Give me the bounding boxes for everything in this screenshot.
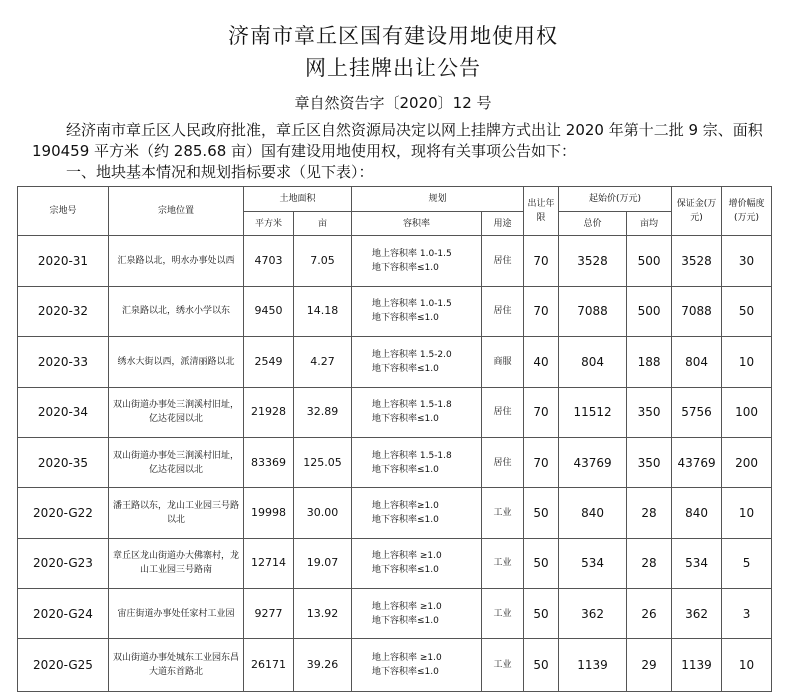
parcel-location: 章丘区龙山街道办大佛寨村，龙山工业园三号路南 (109, 538, 244, 588)
area-sqm: 26171 (244, 639, 294, 692)
table-row (18, 337, 772, 387)
parcel-location: 双山街道办事处城东工业园东昌大道东首路北 (109, 639, 244, 692)
area-sqm: 9450 (244, 286, 294, 336)
area-mu: 7.05 (294, 236, 352, 286)
parcel-location: 双山街道办事处三涧溪村旧址，亿达花园以北 (109, 437, 244, 487)
increment: 100 (722, 387, 772, 437)
parcel-location: 宙庄街道办事处任家村工业园 (109, 589, 244, 639)
term-years: 50 (524, 639, 559, 692)
area-sqm: 9277 (244, 589, 294, 639)
far-underground: 地下容积率≤1.0 (372, 363, 439, 374)
header-location: 宗地位置 (109, 187, 244, 236)
increment: 3 (722, 589, 772, 639)
deposit: 7088 (672, 286, 722, 336)
floor-area-ratio (352, 286, 482, 336)
price-per-mu: 29 (627, 639, 672, 692)
far-underground: 地下容积率≤1.0 (372, 565, 439, 576)
price-per-mu: 188 (627, 337, 672, 387)
land-use: 居住 (482, 387, 524, 437)
floor-area-ratio (352, 236, 482, 286)
parcel-id: 2020-G23 (18, 538, 109, 588)
far-above-ground: 地上容积率≥1.0 (372, 501, 439, 511)
parcel-id: 2020-32 (18, 286, 109, 336)
price-per-mu: 28 (627, 488, 672, 538)
table-row (18, 387, 772, 437)
far-underground: 地下容积率≤1.0 (372, 313, 439, 324)
area-sqm: 83369 (244, 437, 294, 487)
area-mu: 39.26 (294, 639, 352, 692)
total-price: 534 (559, 538, 627, 588)
floor-area-ratio (352, 639, 482, 692)
header-increment: 增价幅度(万元) (722, 187, 772, 236)
term-years: 70 (524, 286, 559, 336)
price-per-mu: 500 (627, 286, 672, 336)
deposit: 534 (672, 538, 722, 588)
term-years: 50 (524, 589, 559, 639)
parcel-id: 2020-31 (18, 236, 109, 286)
total-price: 11512 (559, 387, 627, 437)
header-far: 容积率 (352, 211, 482, 236)
area-sqm: 21928 (244, 387, 294, 437)
parcel-id: 2020-G22 (18, 488, 109, 538)
area-mu: 30.00 (294, 488, 352, 538)
area-mu: 14.18 (294, 286, 352, 336)
term-years: 50 (524, 538, 559, 588)
total-price: 362 (559, 589, 627, 639)
area-sqm: 2549 (244, 337, 294, 387)
deposit: 840 (672, 488, 722, 538)
far-underground: 地下容积率≤1.0 (372, 464, 439, 475)
land-use: 工业 (482, 538, 524, 588)
price-per-mu: 28 (627, 538, 672, 588)
parcel-table (17, 186, 772, 692)
far-above-ground: 地上容积率 ≥1.0 (372, 653, 442, 664)
far-above-ground: 地上容积率 1.0-1.5 (372, 299, 452, 310)
total-price: 7088 (559, 286, 627, 336)
deposit: 3528 (672, 236, 722, 286)
intro-paragraph: 经济南市章丘区人民政府批准，章丘区自然资源局决定以网上挂牌方式出让 2020 年第十二批 9 宗、面积 190459 平方米（约 285.68 亩）国有建设用地使用权，现将有关事项公告如下： (32, 121, 763, 160)
increment: 10 (722, 337, 772, 387)
header-use: 用途 (482, 211, 524, 236)
parcel-id: 2020-33 (18, 337, 109, 387)
far-above-ground: 地上容积率 ≥1.0 (372, 601, 442, 612)
far-underground: 地下容积率≤1.0 (372, 515, 439, 525)
increment: 200 (722, 437, 772, 487)
price-per-mu: 350 (627, 387, 672, 437)
parcel-location: 汇泉路以北，明水办事处以西 (109, 236, 244, 286)
increment: 10 (722, 488, 772, 538)
floor-area-ratio (352, 538, 482, 588)
header-sqm: 平方米 (244, 211, 294, 236)
parcel-location: 汇泉路以北，绣水小学以东 (109, 286, 244, 336)
total-price: 840 (559, 488, 627, 538)
far-underground: 地下容积率≤1.0 (372, 263, 439, 274)
floor-area-ratio (352, 488, 482, 538)
area-sqm: 12714 (244, 538, 294, 588)
land-use: 工业 (482, 639, 524, 692)
parcel-id: 2020-34 (18, 387, 109, 437)
table-row (18, 236, 772, 286)
area-sqm: 19998 (244, 488, 294, 538)
notice-subtitle: 网上挂牌出让公告 (305, 56, 481, 80)
total-price: 3528 (559, 236, 627, 286)
far-above-ground: 地上容积率 1.5-1.8 (372, 450, 452, 461)
term-years: 50 (524, 488, 559, 538)
increment: 50 (722, 286, 772, 336)
far-above-ground: 地上容积率 1.5-1.8 (372, 400, 452, 411)
parcel-id: 2020-35 (18, 437, 109, 487)
price-per-mu: 350 (627, 437, 672, 487)
increment: 5 (722, 538, 772, 588)
total-price: 1139 (559, 639, 627, 692)
table-row (18, 538, 772, 588)
area-mu: 13.92 (294, 589, 352, 639)
term-years: 40 (524, 337, 559, 387)
far-underground: 地下容积率≤1.0 (372, 414, 439, 425)
price-per-mu: 500 (627, 236, 672, 286)
deposit: 804 (672, 337, 722, 387)
total-price: 804 (559, 337, 627, 387)
far-above-ground: 地上容积率 1.5-2.0 (372, 349, 452, 360)
table-row (18, 488, 772, 538)
area-mu: 4.27 (294, 337, 352, 387)
land-use: 居住 (482, 236, 524, 286)
deposit: 1139 (672, 639, 722, 692)
header-price-per-mu: 亩均 (627, 211, 672, 236)
area-mu: 32.89 (294, 387, 352, 437)
header-parcel-no: 宗地号 (18, 187, 109, 236)
far-underground: 地下容积率≤1.0 (372, 615, 439, 626)
increment: 30 (722, 236, 772, 286)
parcel-id: 2020-G24 (18, 589, 109, 639)
parcel-location: 绣水大街以西，派清丽路以北 (109, 337, 244, 387)
land-use: 居住 (482, 437, 524, 487)
header-land-area: 土地面积 (244, 187, 352, 212)
document-number: 章自然资告字〔2020〕12 号 (294, 94, 492, 112)
term-years: 70 (524, 387, 559, 437)
area-mu: 19.07 (294, 538, 352, 588)
land-use: 工业 (482, 488, 524, 538)
table-row (18, 286, 772, 336)
table-row (18, 437, 772, 487)
header-term: 出让年限 (524, 187, 559, 236)
header-deposit: 保证金(万元) (672, 187, 722, 236)
deposit: 43769 (672, 437, 722, 487)
deposit: 5756 (672, 387, 722, 437)
floor-area-ratio (352, 337, 482, 387)
far-above-ground: 地上容积率 1.0-1.5 (372, 249, 452, 260)
deposit: 362 (672, 589, 722, 639)
header-planning: 规划 (352, 187, 524, 212)
floor-area-ratio (352, 387, 482, 437)
table-row (18, 639, 772, 692)
section-heading: 一、地块基本情况和规划指标要求（见下表）： (66, 163, 374, 181)
price-per-mu: 26 (627, 589, 672, 639)
increment: 10 (722, 639, 772, 692)
floor-area-ratio (352, 437, 482, 487)
total-price: 43769 (559, 437, 627, 487)
land-use: 居住 (482, 286, 524, 336)
parcel-id: 2020-G25 (18, 639, 109, 692)
notice-title: 济南市章丘区国有建设用地使用权 (228, 24, 558, 48)
table-row (18, 589, 772, 639)
land-use: 工业 (482, 589, 524, 639)
header-total-price: 总价 (559, 211, 627, 236)
far-above-ground: 地上容积率 ≥1.0 (372, 551, 442, 562)
term-years: 70 (524, 236, 559, 286)
land-use: 商服 (482, 337, 524, 387)
far-underground: 地下容积率≤1.0 (372, 667, 439, 678)
area-mu: 125.05 (294, 437, 352, 487)
area-sqm: 4703 (244, 236, 294, 286)
parcel-location: 双山街道办事处三涧溪村旧址，亿达花园以北 (109, 387, 244, 437)
floor-area-ratio (352, 589, 482, 639)
parcel-location: 潘王路以东，龙山工业园三号路以北 (109, 488, 244, 538)
header-mu: 亩 (294, 211, 352, 236)
header-start-price: 起始价(万元) (559, 187, 672, 212)
term-years: 70 (524, 437, 559, 487)
